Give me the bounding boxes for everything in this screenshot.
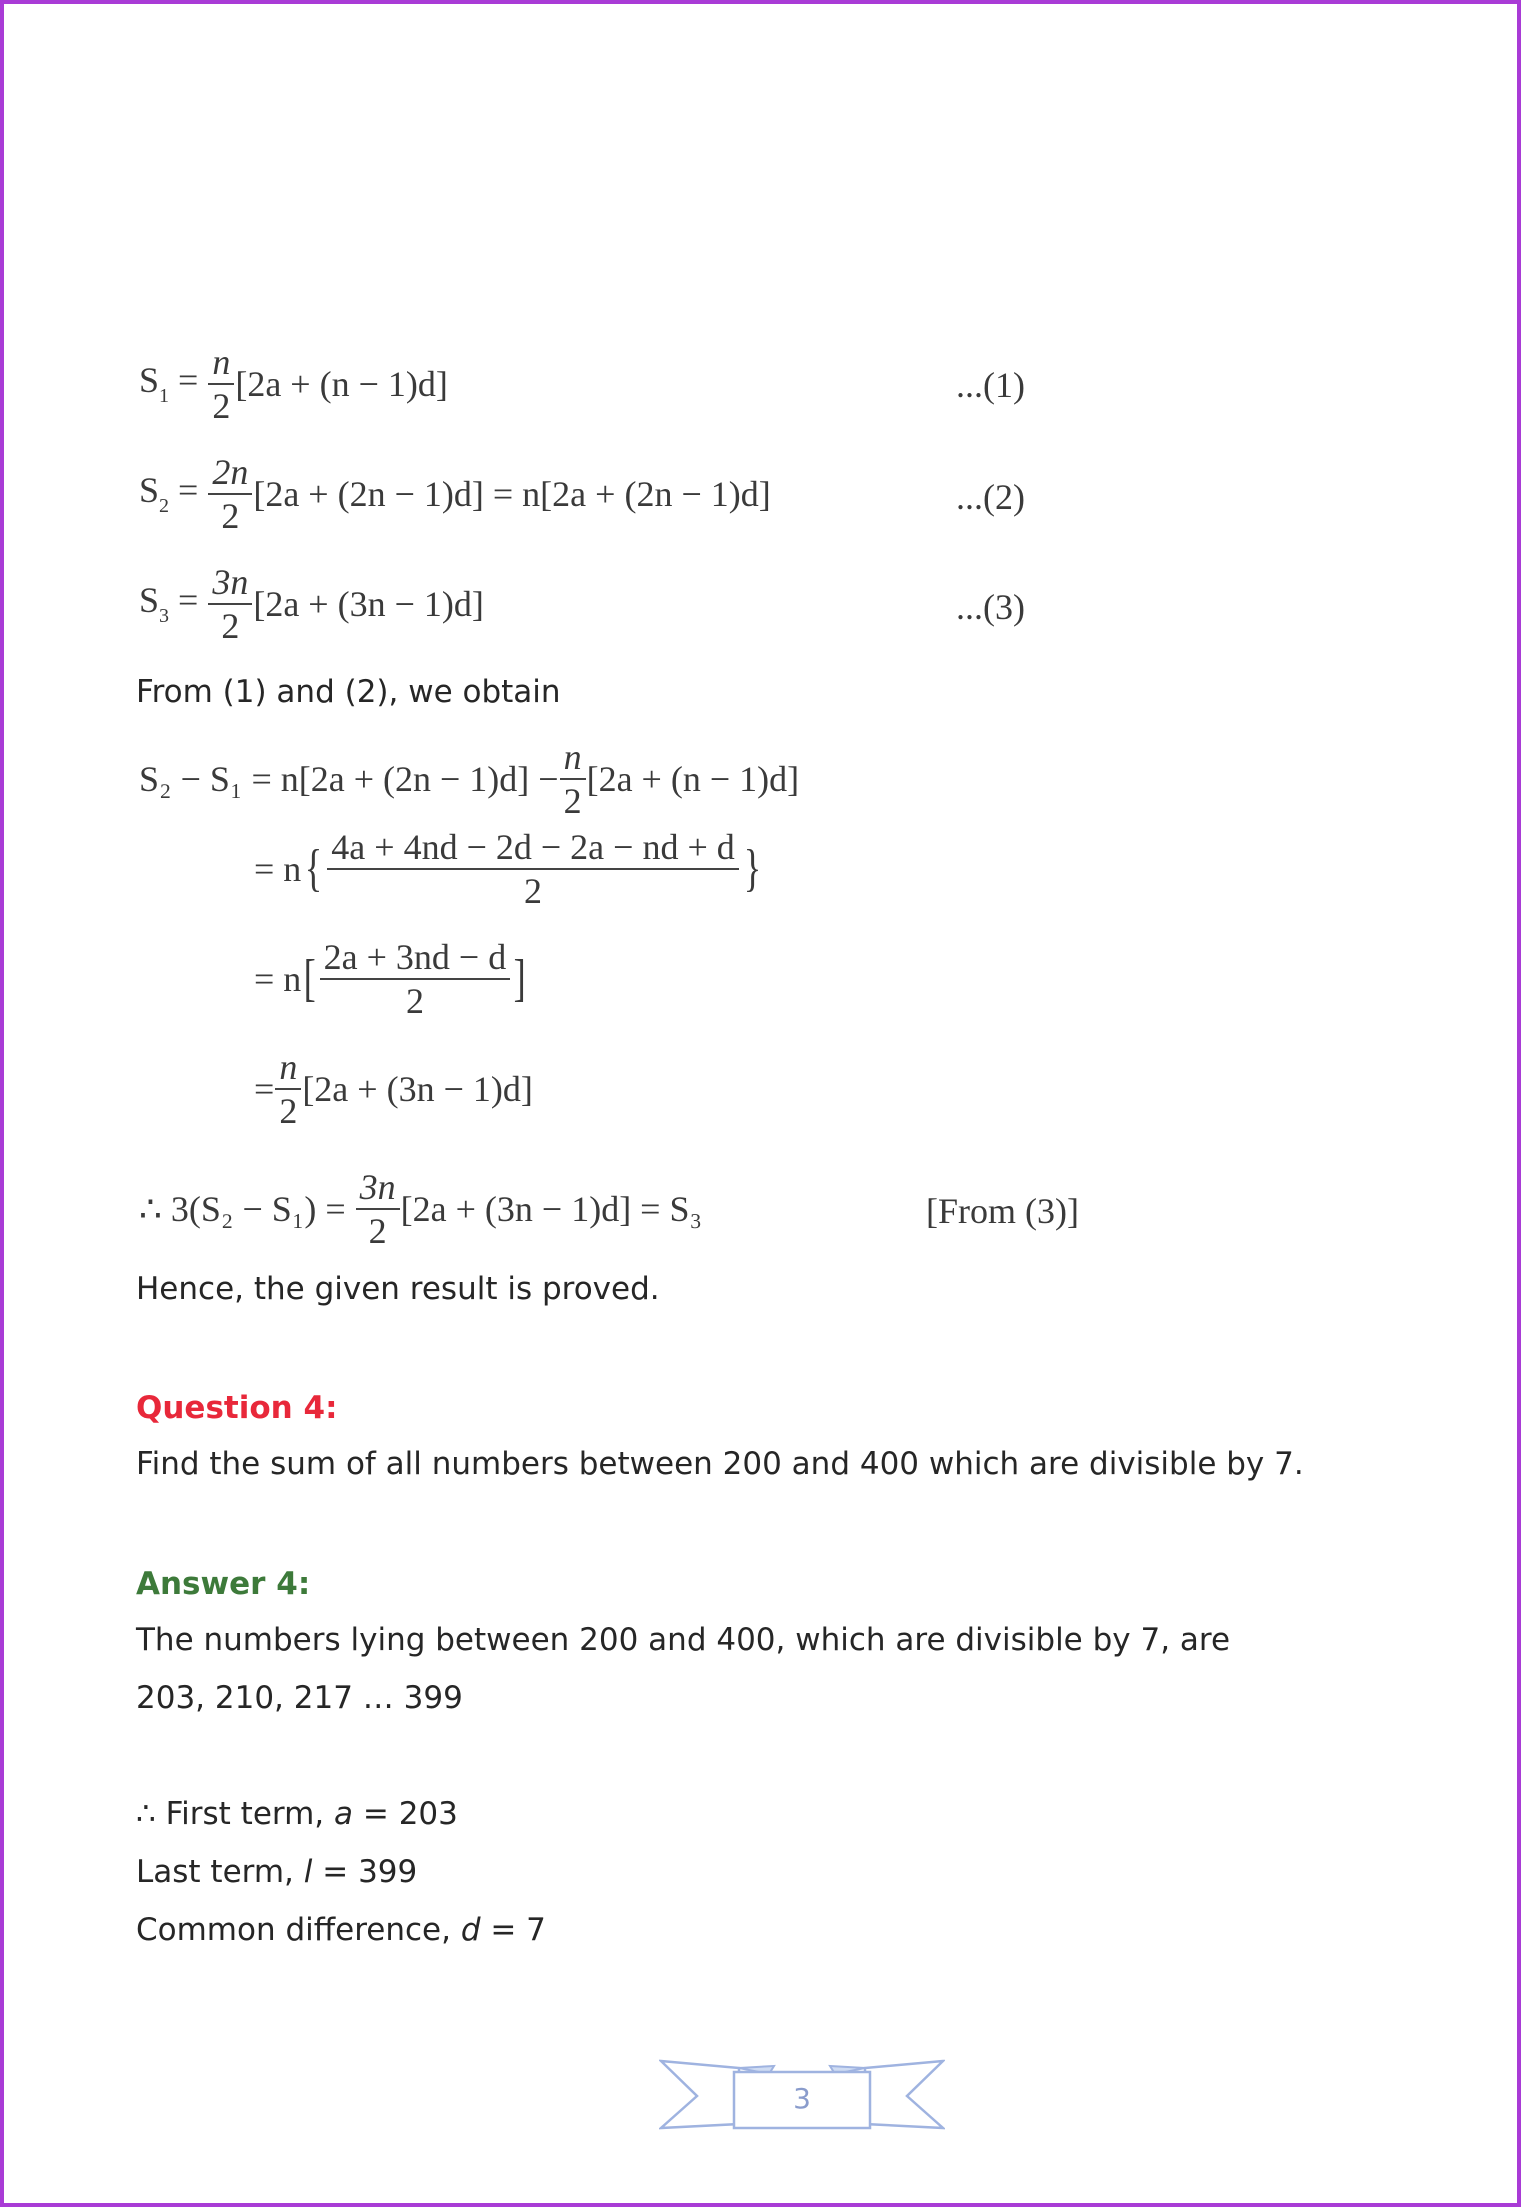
right-bracket: ] [513, 950, 526, 1007]
s1-fraction: $\frac{n}{2}$ [210, 344, 232, 424]
right-brace: } [743, 840, 761, 897]
answer-line-2: 203, 210, 217 … 399 [136, 1680, 463, 1716]
from-3-tag: [From (3)] [926, 1191, 1079, 1231]
page-number-badge [659, 2056, 945, 2136]
s1-lhs: $S_1$ = [139, 360, 208, 407]
question-text: Find the sum of all numbers between 200 and 400 which are divisible by 7. [136, 1446, 1304, 1482]
derivation-line-3: = n [ $\frac{2a + 3nd - d}{2}$ ] [254, 937, 526, 1021]
derivation-line-2: = n { $\frac{4a + 4nd - 2d - 2a - nd + d}{2}$ } [254, 827, 761, 911]
equation-s3 [139, 564, 484, 644]
s3-lhs: $S_3$ = [139, 580, 208, 627]
equation-tag-1: ...(1) [956, 365, 1025, 405]
result-statement: Hence, the given result is proved. [136, 1271, 660, 1307]
derivation-intro: From (1) and (2), we obtain [136, 674, 561, 710]
line4-fraction: $\frac{n}{2}$ [277, 1049, 299, 1129]
first-term: ∴ First term, a = 203 [136, 1796, 458, 1832]
equation-tag-2: ...(2) [956, 477, 1025, 517]
answer-heading: Answer 4: [136, 1566, 311, 1602]
s1-body: [2a + (n − 1)d] [235, 364, 448, 404]
left-brace: { [305, 840, 323, 897]
derivation-line-4: = $\frac{n}{2}$ [2a + (3n − 1)d] [254, 1047, 533, 1131]
common-difference: Common difference, d = 7 [136, 1912, 546, 1948]
line2-fraction: $\frac{4a + 4nd - 2d - 2a - nd + d}{2}$ [329, 829, 736, 909]
line3-fraction: $\frac{2a + 3nd - d}{2}$ [322, 939, 509, 1019]
line1-fraction: $\frac{n}{2}$ [562, 739, 584, 819]
equation-s2 [139, 454, 771, 534]
equation-tag-3: ...(3) [956, 587, 1025, 627]
equation-s1 [139, 344, 448, 424]
s3-fraction: $\frac{3n}{2}$ [210, 564, 250, 644]
s2-fraction: $\frac{2n}{2}$ [210, 454, 250, 534]
s2-lhs: $S_2$ = [139, 470, 208, 517]
answer-line-1: The numbers lying between 200 and 400, which are divisible by 7, are [136, 1622, 1231, 1658]
conclusion-fraction: $\frac{3n}{2}$ [358, 1169, 398, 1249]
last-term: Last term, l = 399 [136, 1854, 418, 1890]
derivation-conclusion: ∴ 3(S₂ − S₁) = $\frac{3n}{2}$ [2a + (3n − 1)d] = S₃ [139, 1167, 703, 1251]
question-heading: Question 4: [136, 1390, 338, 1426]
page-number: 3 [793, 2082, 811, 2115]
s2-body: [2a + (2n − 1)d] = n[2a + (2n − 1)d] [253, 474, 771, 514]
derivation-line-1: S₂ − S₁ = n[2a + (2n − 1)d] − $\frac{n}{2}$ [2a + (n − 1)d] [139, 737, 800, 821]
left-bracket: [ [303, 950, 317, 1007]
s3-body: [2a + (3n − 1)d] [253, 584, 484, 624]
